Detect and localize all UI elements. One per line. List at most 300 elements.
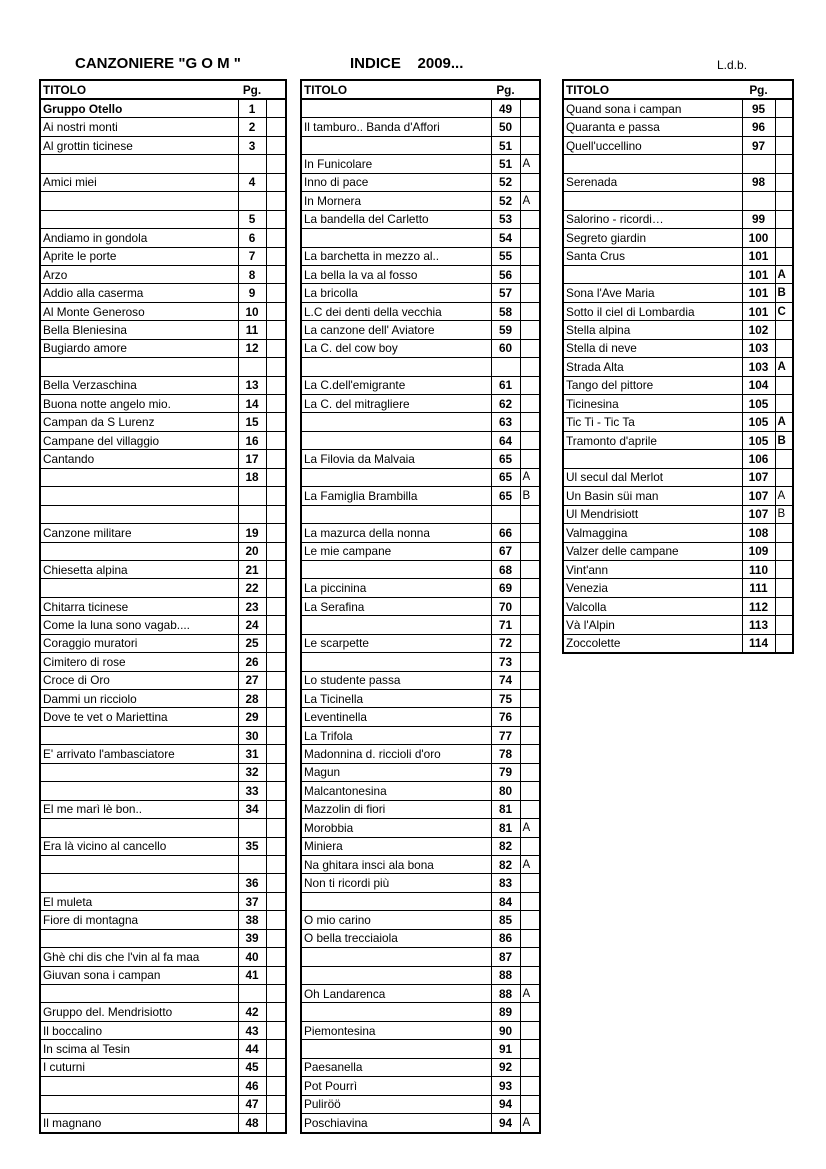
page-number: 99 — [742, 210, 775, 228]
page-suffix — [520, 431, 540, 449]
page-number: 64 — [491, 431, 520, 449]
song-title: La barchetta in mezzo al.. — [301, 247, 491, 265]
song-title: Come la luna sono vagab.... — [40, 616, 238, 634]
page-suffix: A — [520, 819, 540, 837]
page-number: 94 — [491, 1114, 520, 1133]
index-row — [40, 763, 286, 781]
page-suffix — [266, 136, 286, 154]
index-row — [40, 597, 286, 615]
song-title — [563, 155, 742, 173]
song-title: La C. del cow boy — [301, 339, 491, 357]
page-suffix: A — [520, 1114, 540, 1133]
page-suffix — [775, 395, 793, 413]
index-row — [301, 376, 540, 394]
index-row — [40, 284, 286, 302]
song-title — [301, 966, 491, 984]
page-suffix — [775, 210, 793, 228]
song-title — [301, 229, 491, 247]
song-title: Cimitero di rose — [40, 653, 238, 671]
index-row — [563, 265, 793, 283]
song-title: Campan da S Lurenz — [40, 413, 238, 431]
page-suffix — [520, 726, 540, 744]
index-row — [40, 431, 286, 449]
page-number: 13 — [238, 376, 266, 394]
song-title — [40, 929, 238, 947]
index-row — [40, 837, 286, 855]
index-row — [301, 1077, 540, 1095]
page-suffix — [775, 597, 793, 615]
page-suffix — [266, 339, 286, 357]
page-number: 18 — [238, 468, 266, 486]
page-number: 42 — [238, 1003, 266, 1021]
index-row — [563, 395, 793, 413]
index-row — [40, 358, 286, 376]
song-title: La piccinina — [301, 579, 491, 597]
page-number: 60 — [491, 339, 520, 357]
page-number: 111 — [742, 579, 775, 597]
page-number: 3 — [238, 136, 266, 154]
page-suffix — [266, 1095, 286, 1113]
index-row — [563, 229, 793, 247]
title-header: TITOLO — [563, 80, 742, 99]
index-row — [40, 524, 286, 542]
page-number: 113 — [742, 616, 775, 634]
page-number: 30 — [238, 726, 266, 744]
page-suffix — [520, 671, 540, 689]
index-row — [40, 690, 286, 708]
page-number: 25 — [238, 634, 266, 652]
index-row — [301, 302, 540, 320]
page-number: 95 — [742, 99, 775, 118]
page-suffix: A — [775, 358, 793, 376]
page-number: 66 — [491, 524, 520, 542]
index-row — [301, 487, 540, 505]
page-number: 103 — [742, 339, 775, 357]
page-number: 101 — [742, 247, 775, 265]
page-number — [238, 985, 266, 1003]
page-suffix — [520, 321, 540, 339]
song-title — [563, 450, 742, 468]
page-number: 11 — [238, 321, 266, 339]
index-row — [301, 524, 540, 542]
page-number: 19 — [238, 524, 266, 542]
song-title: Era là vicino al cancello — [40, 837, 238, 855]
song-title: Giuvan sona i campan — [40, 966, 238, 984]
page-suffix — [266, 726, 286, 744]
page-suffix — [266, 892, 286, 910]
page-number: 59 — [491, 321, 520, 339]
song-title: Il magnano — [40, 1114, 238, 1133]
song-title: Bella Bleniesina — [40, 321, 238, 339]
page-suffix — [520, 542, 540, 560]
page-number: 75 — [491, 690, 520, 708]
song-title — [40, 819, 238, 837]
page-suffix: B — [520, 487, 540, 505]
page-suffix — [266, 690, 286, 708]
song-title: La C.dell'emigrante — [301, 376, 491, 394]
index-row — [40, 542, 286, 560]
index-row — [563, 579, 793, 597]
page-suffix: C — [775, 302, 793, 320]
index-row — [301, 136, 540, 154]
song-title — [301, 560, 491, 578]
song-title: La Ticinella — [301, 690, 491, 708]
song-title — [40, 358, 238, 376]
page-suffix — [520, 560, 540, 578]
page-suffix — [520, 597, 540, 615]
index-row — [40, 1040, 286, 1058]
page-number — [238, 487, 266, 505]
page-suffix: A — [520, 468, 540, 486]
song-title: Magun — [301, 763, 491, 781]
page-suffix — [266, 966, 286, 984]
page-number: 110 — [742, 560, 775, 578]
song-title: Quell'uccellino — [563, 136, 742, 154]
song-title — [40, 192, 238, 210]
page-number: 103 — [742, 358, 775, 376]
page-suffix — [266, 173, 286, 191]
song-title: Salorino - ricordi… — [563, 210, 742, 228]
index-row — [563, 487, 793, 505]
song-title: Dove te vet o Mariettina — [40, 708, 238, 726]
page-suffix: B — [775, 431, 793, 449]
page-suffix — [266, 616, 286, 634]
page-number — [238, 855, 266, 873]
index-row — [301, 265, 540, 283]
page-suffix — [266, 1058, 286, 1076]
page-number: 51 — [491, 155, 520, 173]
page-header: Pg. — [238, 80, 266, 99]
page-suffix — [775, 450, 793, 468]
page-number: 71 — [491, 616, 520, 634]
song-title: O bella trecciaiola — [301, 929, 491, 947]
index-row — [563, 597, 793, 615]
song-title: Và l'Alpin — [563, 616, 742, 634]
song-title: Pot Pourrì — [301, 1077, 491, 1095]
song-title — [301, 136, 491, 154]
song-title: La canzone dell' Aviatore — [301, 321, 491, 339]
page-number: 53 — [491, 210, 520, 228]
song-title: I cuturni — [40, 1058, 238, 1076]
page-suffix — [266, 284, 286, 302]
index-row — [301, 99, 540, 118]
page-number: 6 — [238, 229, 266, 247]
index-row — [563, 358, 793, 376]
index-row — [301, 671, 540, 689]
song-title: Zoccolette — [563, 634, 742, 653]
index-row — [40, 1095, 286, 1113]
index-row — [40, 782, 286, 800]
index-row — [40, 247, 286, 265]
page-suffix — [266, 487, 286, 505]
page-number: 15 — [238, 413, 266, 431]
page-suffix — [775, 339, 793, 357]
page-number: 77 — [491, 726, 520, 744]
page-number: 78 — [491, 745, 520, 763]
page-suffix — [266, 579, 286, 597]
index-row — [301, 358, 540, 376]
page-number: 69 — [491, 579, 520, 597]
song-title: Il tamburo.. Banda d'Affori — [301, 118, 491, 136]
page-number: 101 — [742, 284, 775, 302]
page-number: 70 — [491, 597, 520, 615]
song-title: Arzo — [40, 265, 238, 283]
index-row — [301, 597, 540, 615]
page-number: 85 — [491, 911, 520, 929]
page-number: 57 — [491, 284, 520, 302]
song-title — [301, 413, 491, 431]
index-row — [40, 118, 286, 136]
page-suffix — [520, 358, 540, 376]
page-suffix — [266, 450, 286, 468]
song-title: Chiesetta alpina — [40, 560, 238, 578]
song-title: Sotto il ciel di Lombardia — [563, 302, 742, 320]
index-row — [301, 1003, 540, 1021]
page-suffix — [520, 616, 540, 634]
index-row — [40, 745, 286, 763]
song-title: Chitarra ticinese — [40, 597, 238, 615]
page-suffix — [520, 690, 540, 708]
index-row — [40, 413, 286, 431]
index-row — [563, 155, 793, 173]
song-title: La bricolla — [301, 284, 491, 302]
index-row — [40, 229, 286, 247]
index-row — [40, 302, 286, 320]
page-suffix — [775, 560, 793, 578]
index-row — [301, 911, 540, 929]
index-row — [301, 450, 540, 468]
song-title — [40, 855, 238, 873]
index-row — [40, 855, 286, 873]
page-number: 97 — [742, 136, 775, 154]
page-number: 24 — [238, 616, 266, 634]
song-title: Bella Verzaschina — [40, 376, 238, 394]
page-suffix — [520, 929, 540, 947]
index-row — [301, 284, 540, 302]
page-number: 16 — [238, 431, 266, 449]
song-title: Strada Alta — [563, 358, 742, 376]
song-title: Stella alpina — [563, 321, 742, 339]
index-row — [301, 192, 540, 210]
song-title: Poschiavina — [301, 1114, 491, 1133]
page-number: 54 — [491, 229, 520, 247]
page-suffix — [520, 505, 540, 523]
index-row — [301, 339, 540, 357]
index-row — [563, 468, 793, 486]
page-suffix — [775, 173, 793, 191]
song-title: Croce di Oro — [40, 671, 238, 689]
page-suffix — [266, 560, 286, 578]
page-number: 12 — [238, 339, 266, 357]
page-number: 46 — [238, 1077, 266, 1095]
page-suffix — [266, 376, 286, 394]
index-row — [301, 173, 540, 191]
index-row — [40, 505, 286, 523]
song-title — [301, 358, 491, 376]
page-suffix — [266, 745, 286, 763]
index-row — [40, 1058, 286, 1076]
page-number: 35 — [238, 837, 266, 855]
page-suffix — [520, 782, 540, 800]
index-row — [40, 653, 286, 671]
song-title: La C. del mitragliere — [301, 395, 491, 413]
index-row — [301, 155, 540, 173]
page-number: 107 — [742, 468, 775, 486]
index-row — [40, 395, 286, 413]
index-row — [301, 118, 540, 136]
page-header: Pg. — [491, 80, 520, 99]
index-row — [301, 708, 540, 726]
song-title: Valzer delle campane — [563, 542, 742, 560]
page-number: 58 — [491, 302, 520, 320]
index-subtitle: INDICE 2009... — [350, 55, 464, 72]
page-number: 89 — [491, 1003, 520, 1021]
song-title: La Serafina — [301, 597, 491, 615]
song-title — [301, 431, 491, 449]
song-title: Il boccalino — [40, 1021, 238, 1039]
song-title: O mio carino — [301, 911, 491, 929]
index-row — [301, 948, 540, 966]
song-title — [301, 99, 491, 118]
index-row — [40, 136, 286, 154]
page-suffix — [266, 837, 286, 855]
index-row — [40, 892, 286, 910]
index-row — [301, 874, 540, 892]
index-row — [563, 210, 793, 228]
index-row — [40, 339, 286, 357]
page-number: 65 — [491, 468, 520, 486]
index-row — [301, 210, 540, 228]
page-number: 92 — [491, 1058, 520, 1076]
index-row — [563, 560, 793, 578]
page-number: 20 — [238, 542, 266, 560]
index-row — [563, 339, 793, 357]
page-number: 29 — [238, 708, 266, 726]
page-suffix — [775, 468, 793, 486]
song-title: La bandella del Carletto — [301, 210, 491, 228]
page-suffix — [266, 1040, 286, 1058]
index-column-1 — [39, 79, 287, 1134]
page-suffix — [520, 911, 540, 929]
page-number: 33 — [238, 782, 266, 800]
index-row — [40, 1077, 286, 1095]
index-row — [563, 505, 793, 523]
song-title: Ticinesina — [563, 395, 742, 413]
song-title — [301, 948, 491, 966]
song-title: Lo studente passa — [301, 671, 491, 689]
page-suffix — [266, 653, 286, 671]
page-suffix — [520, 763, 540, 781]
index-row — [301, 892, 540, 910]
song-title — [563, 265, 742, 283]
index-row — [563, 192, 793, 210]
page-suffix — [266, 505, 286, 523]
page-number: 8 — [238, 265, 266, 283]
page-number: 91 — [491, 1040, 520, 1058]
page-suffix — [520, 708, 540, 726]
index-row — [563, 173, 793, 191]
song-title: Serenada — [563, 173, 742, 191]
page-suffix: A — [520, 855, 540, 873]
song-title: Oh Landarenca — [301, 985, 491, 1003]
index-row — [40, 376, 286, 394]
page-number — [742, 155, 775, 173]
index-row — [301, 855, 540, 873]
index-row — [301, 819, 540, 837]
page-number: 88 — [491, 985, 520, 1003]
index-row — [301, 929, 540, 947]
page-suffix — [520, 302, 540, 320]
index-row — [40, 173, 286, 191]
page-suffix: B — [775, 505, 793, 523]
page-suffix — [266, 874, 286, 892]
page-number: 105 — [742, 413, 775, 431]
page-number: 50 — [491, 118, 520, 136]
page-suffix — [775, 616, 793, 634]
page-suffix — [775, 376, 793, 394]
index-row — [40, 1003, 286, 1021]
page-suffix — [520, 837, 540, 855]
index-row — [40, 468, 286, 486]
page-suffix — [266, 948, 286, 966]
page-suffix — [520, 1003, 540, 1021]
song-title: Coraggio muratori — [40, 634, 238, 652]
index-row — [301, 616, 540, 634]
song-title: El me marì lè bon.. — [40, 800, 238, 818]
page-suffix — [266, 395, 286, 413]
page-number: 84 — [491, 892, 520, 910]
page-number: 37 — [238, 892, 266, 910]
song-title: Ai nostri monti — [40, 118, 238, 136]
page-number: 76 — [491, 708, 520, 726]
index-row — [563, 136, 793, 154]
page-suffix — [520, 395, 540, 413]
index-row — [301, 468, 540, 486]
index-row — [563, 302, 793, 320]
song-title: Valmaggina — [563, 524, 742, 542]
page-suffix — [266, 413, 286, 431]
index-row — [40, 487, 286, 505]
song-title: Fiore di montagna — [40, 911, 238, 929]
page-suffix: A — [520, 192, 540, 210]
page-suffix — [266, 247, 286, 265]
page-number: 67 — [491, 542, 520, 560]
song-title: Le mie campane — [301, 542, 491, 560]
page-number: 112 — [742, 597, 775, 615]
song-title: Na ghitara insci ala bona — [301, 855, 491, 873]
page-number: 93 — [491, 1077, 520, 1095]
song-title — [40, 763, 238, 781]
page-number: 65 — [491, 487, 520, 505]
index-row — [40, 1114, 286, 1133]
song-title: Ul secul dal Merlot — [563, 468, 742, 486]
index-row — [301, 837, 540, 855]
index-row — [563, 376, 793, 394]
page-suffix — [520, 173, 540, 191]
song-title: In Funicolare — [301, 155, 491, 173]
page-suffix — [775, 155, 793, 173]
page-number: 27 — [238, 671, 266, 689]
index-row — [301, 690, 540, 708]
song-title — [301, 1040, 491, 1058]
title-header: TITOLO — [40, 80, 238, 99]
page-suffix — [266, 265, 286, 283]
index-row — [301, 763, 540, 781]
index-row — [301, 542, 540, 560]
song-title: Segreto giardin — [563, 229, 742, 247]
page-suffix: A — [520, 155, 540, 173]
song-title — [40, 542, 238, 560]
